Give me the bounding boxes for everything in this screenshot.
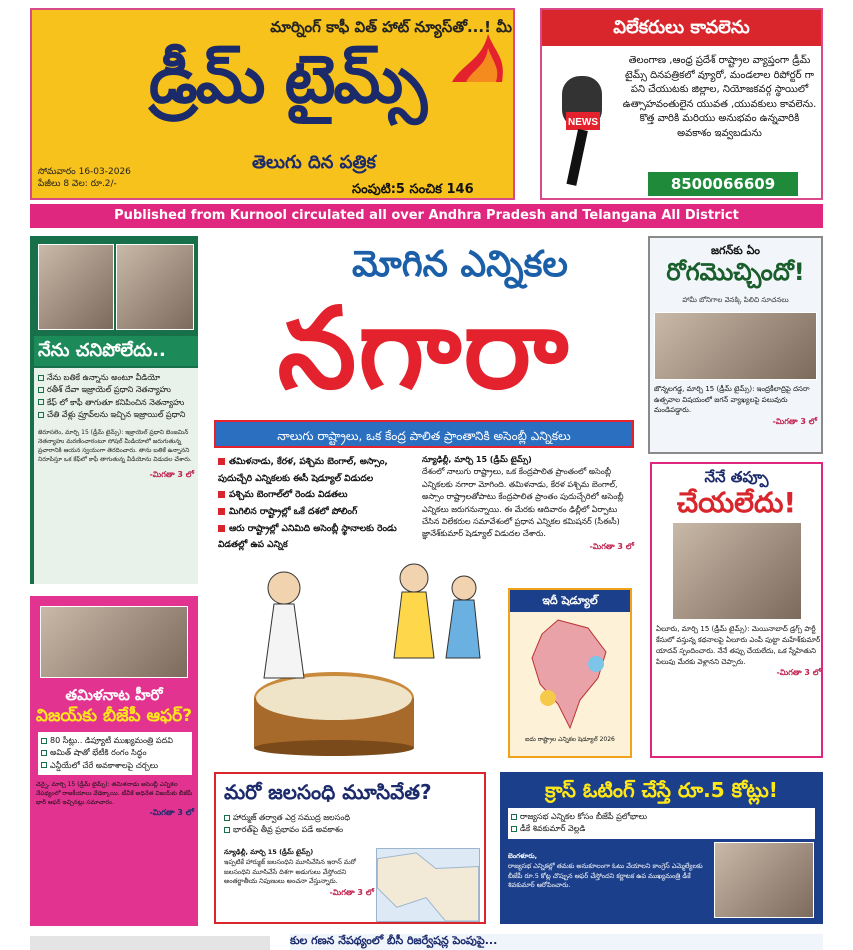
pink-story — [30, 596, 198, 926]
cross-voting-bullets — [508, 808, 815, 839]
list-item: డీకే శివకుమార్ వెల్లడి — [511, 823, 812, 835]
list-item: తమిళనాడు, కేరళ, పశ్చిమ బెంగాల్, అస్సాం, పుదుచ్చేరి ఎన్నికలకు ఈసీ షెడ్యూల్ విడుదల — [218, 457, 388, 484]
story-photo — [654, 312, 817, 380]
election-drum-cartoon-icon — [214, 548, 504, 758]
right-story-2 — [650, 462, 823, 758]
cross-voting-body — [508, 852, 708, 891]
continued-link[interactable]: -మిగతా 3 లో — [776, 668, 821, 678]
left-story-body — [34, 368, 198, 584]
right-story-1 — [648, 236, 823, 454]
masthead-volume: సంపుటి:5 సంచిక 146 — [352, 182, 474, 197]
cross-voting-headline: క్రాస్ ఓటింగ్ చేస్తే రూ.5 కోట్లు! — [545, 778, 778, 802]
right1-sub: హామీ బోనిగాల వెనక్కి పిలిచి సూచనలు — [682, 296, 789, 304]
mic-label: NEWS — [568, 117, 598, 128]
microphone-icon — [556, 72, 612, 192]
story-photo — [672, 522, 802, 620]
continued-link[interactable]: -మిగతా 3 లో — [772, 416, 817, 426]
list-item: రాజ్యసభ ఎన్నికల కోసం బీజేపీ ప్రలోభాలు — [511, 811, 812, 823]
wanted-ad-title: విలేకరులు కావలెను — [542, 10, 821, 46]
strait-headline: మరో జలసంధి మూసివేత? — [224, 780, 432, 804]
left-story-title: నేను చనిపోలేదు.. — [34, 336, 198, 366]
list-item: ఆరు రాష్ట్రాల్లో ఎనిమిది అసెంబ్లీ స్థానాలకు రెండు విడతల్లో ఉప ఎన్నిక — [218, 523, 397, 551]
story-photo — [116, 244, 194, 330]
article-text: దేశంలో నాలుగు రాష్ట్రాలు, ఒక కేంద్రపాలిత ప్రాంతంలో అసెంబ్లీ ఎన్నికలకు నగారా మోగింది. తమిళనాడు, కేరళ పశ్చిమ బెంగాల్, అస్సాం రాష్ట్రాలతోపాటు కేంద్రపాలిత ప్రాంతం పుదుచ్చేరిలో అసెంబ్లీ ఎన్నికలు జరుగనున్నాయి. ఈ మేరకు ఆదివారం ఢిల్లీలో ఏర్పాటు చేసిన విలేకరుల సమావేశంలో ప్రధాన ఎన్నికల కమిషనర్ (సీఈసీ) జ్ఞానేశ్‌కుమార్ షెడ్యూల్ విడుదల చేశారు. — [422, 467, 624, 539]
lead-strip: నాలుగు రాష్ట్రాలు, ఒక కేంద్ర పాలిత ప్రాంతానికి అసెంబ్లీ ఎన్నికలు — [214, 420, 634, 448]
schedule-caption: ఐదు రాష్ట్రాల ఎన్నికల షెడ్యూల్ 2026 — [525, 736, 615, 743]
list-item: భారత్‌పై తీవ్ర ప్రభావం పడే అవకాశం — [224, 824, 482, 836]
list-item: పశ్చిమ బెంగాల్‌లో రెండు విడతలు — [218, 487, 418, 504]
article-text: జొన్నలగడ్డ, మార్చి 15 (డ్రీమ్ టైమ్స్): ఇంద్రకీలాద్రిపై దసరా ఉత్సవాల విషయంలో జగన్ వ్యాఖ్యలపై పలువురు మండిపడ్డారు. — [654, 385, 810, 414]
publication-bar: Published from Kurnool circulated all over Andhra Pradesh and Telangana All District — [30, 204, 823, 228]
pink-headline: విజయ్‌కు బీజేపీ ఆఫర్? — [35, 706, 193, 726]
lead-dateline: న్యూఢిల్లీ, మార్చి 15 (డ్రీమ్ టైమ్స్) — [422, 455, 532, 464]
pink-kicker: తమిళనాట హీరో — [65, 686, 163, 704]
lead-kicker: మోగిన ఎన్నికల — [352, 244, 568, 285]
list-item: నేను బతికే ఉన్నాను అంటూ వీడియో — [38, 372, 194, 384]
left-story — [30, 236, 198, 584]
right1-body — [654, 384, 817, 428]
article-text: జెరూసలెం, మార్చి 15 (డ్రీమ్ టైమ్స్): ఇజ్రాయెల్ ప్రధాని బెంజమిన్ నెతన్యాహు మరణించారంటూ సోషల్ మీడియాలో జరుగుతున్న ప్రచారానికి ఆయన స్వయంగా తెరదించారు. తాను బతికే ఉన్నానని నిరూపిస్తూ ఒక కేఫ్‌లో కాఫీ తాగుతున్న వీడియోను విడుదల చేశారు. — [38, 428, 192, 463]
list-item: 80 సీట్లు.. డిప్యూటీ ముఖ్యమంత్రి పదవి — [41, 735, 189, 747]
list-item: హార్ముజ్ తర్వాత ఎర్ర సముద్ర జలసంధి — [224, 812, 482, 824]
right1-kicker: జగన్‌కు ఏం — [711, 244, 760, 257]
masthead-logo: డ్రీమ్ టైమ్స్ — [148, 41, 426, 118]
continued-link[interactable]: -మిగతా 3 లో — [149, 808, 194, 817]
strait-story — [214, 772, 486, 924]
strait-body — [224, 848, 374, 899]
lead-headline: నగారా — [277, 284, 571, 414]
list-item: చేతి వేళ్లు ప్రూవ్‌లను ఇచ్చిన ఇజ్రాయిల్ ప్రధాని — [38, 409, 194, 421]
continued-link[interactable]: -మిగతా 3 లో — [149, 469, 194, 479]
lead-body — [422, 454, 634, 553]
masthead-price: పేజీలు 8 వెల: రూ.2/- — [38, 179, 117, 190]
list-item: అమిత్ షాతో భేటీకి రంగం సిద్ధం — [41, 747, 189, 759]
strait-dateline: న్యూఢిల్లీ, మార్చి 15 (డ్రీమ్ టైమ్స్) — [224, 848, 314, 856]
continued-link[interactable]: -మిగతా 3 లో — [329, 888, 374, 897]
right2-kicker: నేనే తప్పూ — [704, 468, 769, 486]
article-text: ఏలూరు, మార్చి 15 (డ్రీమ్ టైమ్స్): మెయినాబాద్ డ్రగ్స్ పార్టీ కేసులో వస్తున్న కథనాలపై ఏలూరు ఎంపీ పుట్టా మహేశ్‌కుమార్ యాదవ్ స్పందించారు. నేనే తప్పు చేయలేదు, ఒక స్నేహితుని పిలుపు మేరకు వెళ్లానని చెప్పారు. — [656, 625, 821, 666]
lead-points — [218, 454, 418, 554]
right1-headline: రోగమొచ్చిందో! — [666, 258, 805, 286]
right2-headline: చేయలేదు! — [676, 486, 797, 519]
masthead — [30, 8, 515, 200]
masthead-date: సోమవారం 16-03-2026 — [38, 167, 131, 177]
footer-photo-strip — [30, 936, 270, 950]
cross-voting-story — [500, 772, 823, 924]
strait-bullets — [224, 812, 482, 837]
reporters-wanted-ad — [540, 8, 823, 200]
strait-map-icon — [376, 848, 480, 922]
list-item: కేఫ్ లో కాఫీ తాగుతూ కనిపించిన నెతన్యాహు — [38, 397, 194, 409]
article-text: చెన్నై, మార్చి 15 (డ్రీమ్ టైమ్స్): తమిళనాడు అసెంబ్లీ ఎన్నికల నేపథ్యంలో రాజకీయాలు వేడెక్కాయి. టీవీకే అధినేత విజయ్‌కు బీజేపీ భారీ ఆఫర్ ఇచ్చినట్లు సమాచారం. — [36, 781, 193, 806]
list-item: మిగిలిన రాష్ట్రాల్లో ఒకే దశలో పోలింగ్ — [218, 504, 418, 521]
pink-body — [36, 780, 194, 819]
footer-teaser: కుల గణన నేపథ్యంలో బీసీ రిజర్వేషన్ల పెంపుపై... — [290, 934, 823, 950]
list-item: రతీశ్ దేవా ఇజ్రాయెల్ ప్రధాని నెతన్యాహు — [38, 384, 194, 396]
wanted-ad-phone[interactable]: 8500066609 — [648, 172, 798, 196]
cross-voting-dateline: బెంగళూరు, — [508, 852, 538, 860]
india-map-icon — [518, 618, 622, 732]
masthead-subtitle: తెలుగు దిన పత్రిక — [252, 152, 376, 173]
story-photo — [714, 842, 814, 918]
masthead-dateline — [38, 166, 131, 190]
masthead-tagline: మార్నింగ్ కాఫీ విత్ హాట్ న్యూస్‌తో...! మీ — [270, 18, 512, 36]
election-schedule-box — [508, 588, 632, 758]
right2-body — [656, 624, 821, 680]
continued-link[interactable]: -మిగతా 3 లో — [589, 541, 634, 551]
wanted-ad-text: తెలంగాణ ,ఆంధ్ర ప్రదేశ్ రాష్ట్రాల వ్యాప్తంగా డ్రీమ్ టైమ్స్ దినపత్రికలో వ్యూరో, మండలాల రిపోర్టర్ గా పని చేయుటకు జిల్లాల, నియోజకవర్గ స్థాయిలో ఉత్సాహవంతులైన యువత ,యువకులు కావలెను. కొత్త వారికి మరియు అనుభవం ఉన్నవారికి అవకాశం ఇవ్వబడును — [622, 55, 817, 139]
list-item: ఎన్డీయేలో చేరే అవకాశాలపై చర్చలు — [41, 760, 189, 772]
pink-bullets — [38, 732, 192, 775]
schedule-title: ఇదీ షెడ్యూల్ — [510, 590, 630, 612]
story-photo — [38, 244, 114, 330]
article-text: రాజ్యసభ ఎన్నికల్లో తమకు అనుకూలంగా ఓటు వేయాలని కాంగ్రెస్ ఎమ్మెల్యేలకు బీజేపీ రూ.5 కోట్ల చొప్పున ఆఫర్ చేస్తోందని కర్ణాటక ఉప ముఖ్యమంత్రి డీకే శివకుమార్ ఆరోపించారు. — [508, 861, 703, 890]
story-photo — [40, 606, 188, 678]
article-text: ఇప్పటికే హార్ముజ్ జలసంధిని మూసివేసిన ఇరాన్ మరో జలసంధిని మూసివేసే దిశగా అడుగులు వేస్తోందని అంతర్జాతీయ నిపుణులు అంచనా వేస్తున్నారు. — [224, 857, 356, 886]
